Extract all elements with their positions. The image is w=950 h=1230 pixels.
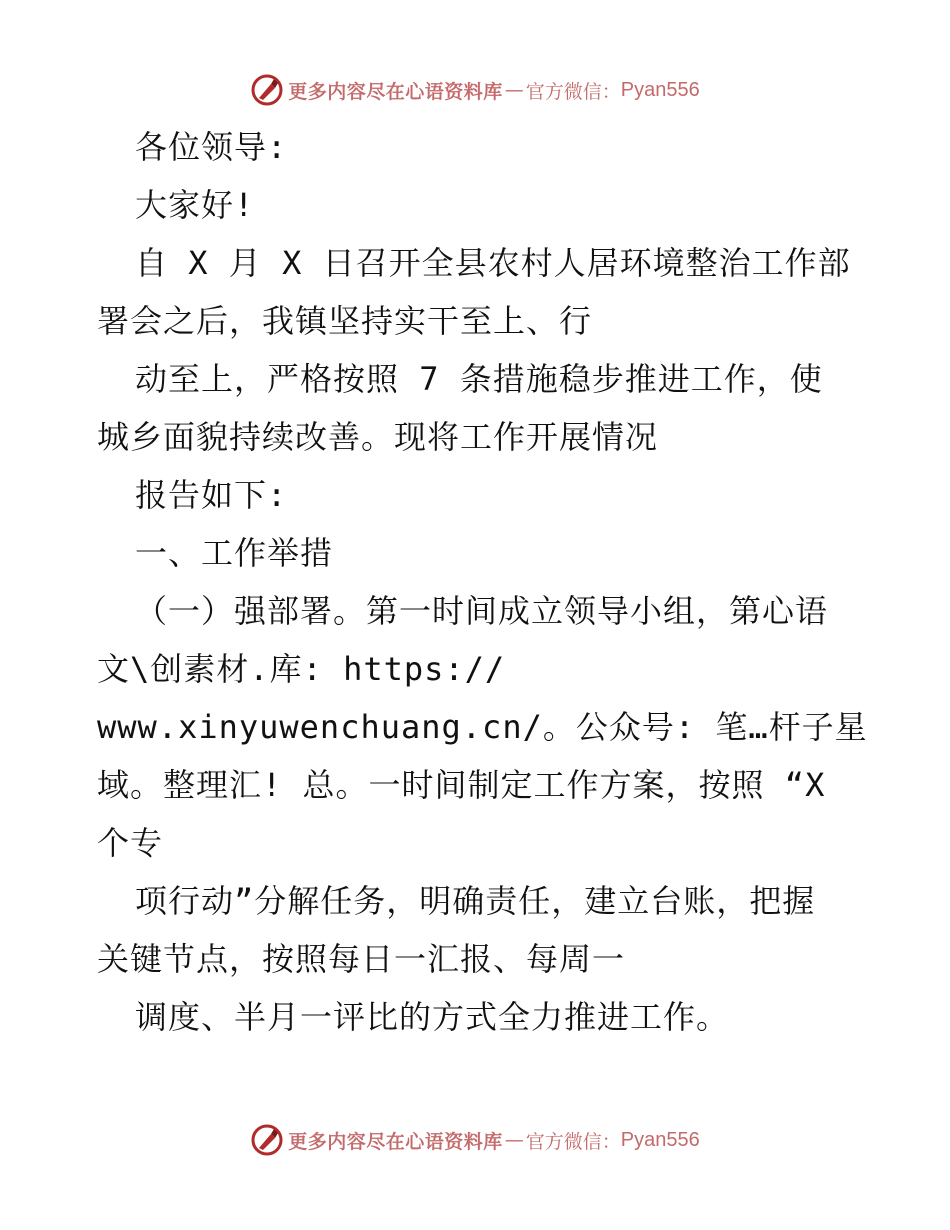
- body-line: 调度、半月一评比的方式全力推进工作。: [135, 998, 730, 1036]
- document-body: [97, 118, 868, 1046]
- body-line: 文\创素材.库: https://: [97, 650, 506, 688]
- banner-wechat-id: Pyan556: [620, 1128, 700, 1151]
- banner-text: 更多内容尽在心语资料库: [288, 1130, 503, 1153]
- banner-wechat-label: 官方微信：: [525, 80, 621, 103]
- body-line: 个专: [97, 824, 164, 862]
- body-line: 动至上，严格按照 7 条措施稳步推进工作，使: [135, 360, 823, 398]
- pen-circle-logo-icon: [250, 73, 284, 107]
- body-line: 项行动”分解任务，明确责任，建立台账，把握: [135, 882, 816, 920]
- body-line: www.xinyuwenchuang.cn/。公众号: 笔…杆子星: [97, 708, 868, 746]
- banner-dash: —: [504, 1129, 524, 1151]
- banner-dash: —: [504, 79, 524, 101]
- body-line-salutation: 各位领导:: [135, 128, 288, 166]
- body-line: 报告如下:: [135, 476, 288, 514]
- banner-wechat-id: Pyan556: [620, 78, 700, 101]
- banner-wechat-label: 官方微信：: [525, 1130, 621, 1153]
- body-line: 署会之后，我镇坚持实干至上、行: [97, 302, 593, 340]
- footer-watermark-banner: [0, 1120, 950, 1160]
- pen-circle-logo-icon: [250, 1123, 284, 1157]
- header-watermark-banner: [0, 70, 950, 110]
- body-line: 域。整理汇! 总。一时间制定工作方案，按照 “X: [97, 766, 826, 804]
- banner-text: 更多内容尽在心语资料库: [288, 80, 503, 103]
- section-heading: 一、工作举措: [135, 534, 334, 572]
- body-line: 关键节点，按照每日一汇报、每周一: [97, 940, 626, 978]
- body-line: （一）强部署。第一时间成立领导小组，第心语: [135, 592, 829, 630]
- body-line: 城乡面貌持续改善。现将工作开展情况: [97, 418, 659, 456]
- body-line-greeting: 大家好!: [135, 186, 255, 224]
- body-line: 自 X 月 X 日召开全县农村人居环境整治工作部: [135, 244, 851, 282]
